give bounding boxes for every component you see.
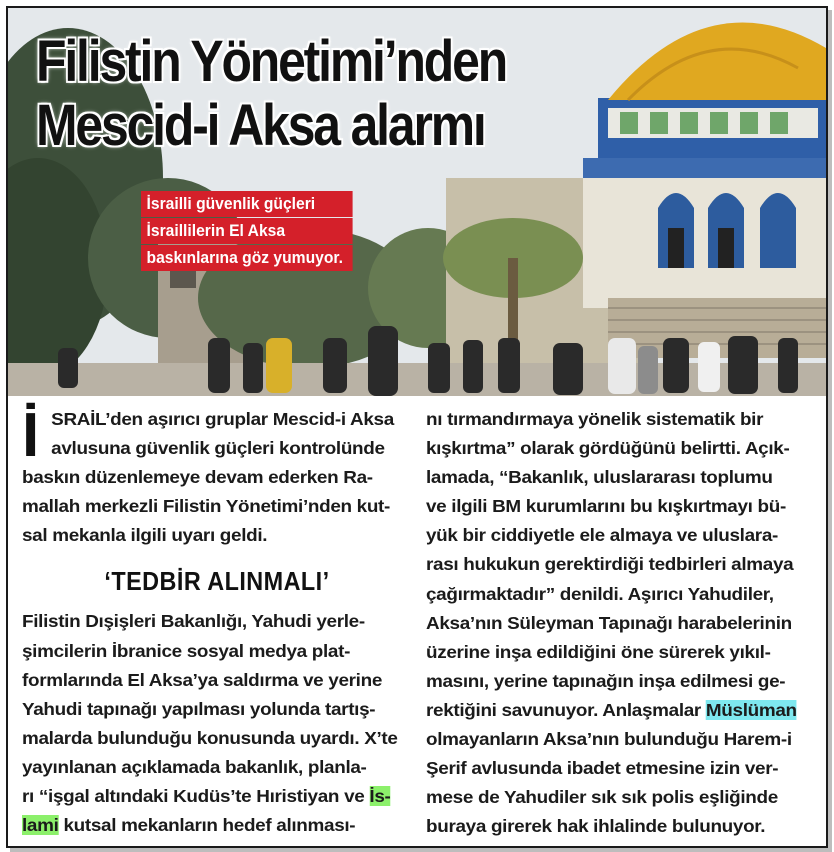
body-line — [426, 696, 828, 725]
body-line: mese de Yahudiler sık sık polis eşliğinde — [426, 787, 778, 808]
body-line: malarda bulunduğu konusunda uyardı. X’te — [22, 727, 398, 748]
caption-line-2: İsraillilerin El Aksa — [144, 220, 288, 241]
body-line — [22, 782, 443, 811]
body-line: üzerine inşa edildiğini öne sürerek yıkıl- — [426, 641, 771, 662]
body-line: sal mekanla ilgili uyarı geldi. — [22, 525, 268, 546]
headline-line-1: Filistin Yönetimi’nden — [36, 29, 507, 94]
photo-caption — [141, 191, 353, 272]
highlighted-word: Müslüman — [705, 699, 797, 720]
body-line: şimcilerin İbranice sosyal medya plat- — [22, 640, 351, 661]
body-line: nı tırmandırmaya yönelik sistematik bir — [426, 409, 764, 429]
body-line: ve ilgili BM kurumlarını bu kışkırtmayı bü- — [426, 496, 786, 517]
news-photo — [8, 8, 826, 396]
body-line: olmayanların Aksa’nın bulunduğu Harem-i — [426, 729, 792, 750]
body-line: Filistin Dışişleri Bakanlığı, Yahudi yerle- — [22, 611, 365, 632]
body-line: avlusuna güvenlik güçleri kontrolünde — [51, 438, 385, 459]
headline — [36, 30, 506, 158]
highlighted-word: lami — [22, 815, 59, 836]
body-text: rı “işgal altındaki Kudüs’te Hıristiyan ve — [22, 786, 370, 807]
highlighted-word: İs- — [369, 786, 391, 807]
drop-cap: İ — [22, 401, 40, 470]
body-line: masını, yerine tapınağın inşa edilmesi ge- — [426, 670, 786, 691]
body-line: Şerif avlusunda ibadet etmesine izin ver- — [426, 758, 779, 779]
subheading: ‘TEDBİR ALINMALI’ — [104, 566, 330, 597]
body-line: buraya girerek hak ihlalinde bulunuyor. — [426, 816, 766, 837]
article-column-right — [426, 405, 818, 841]
body-line — [22, 811, 443, 840]
body-line: lamada, “Bakanlık, uluslararası toplumu — [426, 467, 773, 488]
caption-line-3: baskınlarına göz yumuyor. — [144, 247, 346, 268]
body-line: yük bir ciddiyetle ele almaya ve uluslara- — [426, 525, 778, 546]
caption-line-1: İsrailli güvenlik güçleri — [144, 193, 318, 214]
body-line: baskın düzenlemeye devam ederken Ra- — [22, 467, 373, 488]
body-line: mallah merkezli Filistin Yönetimi’nden kut- — [22, 496, 391, 517]
body-line: çağırmaktadır” denildi. Aşırıcı Yahudiler, — [426, 583, 774, 604]
body-line: yayınlanan açıklamada bakanlık, planla- — [22, 756, 367, 777]
article-frame — [6, 6, 828, 848]
body-text: rektiğini savunuyor. Anlaşmalar — [426, 699, 706, 720]
body-line: rası hukukun gerektirdiği tedbirleri almaya — [426, 554, 794, 575]
body-line: Aksa’nın Süleyman Tapınağı harabelerinin — [426, 612, 792, 633]
article-column-left — [22, 401, 412, 840]
body-line: kışkırtma” olarak gördüğünü belirtti. Açık- — [426, 438, 790, 459]
body-line: formlarında El Aksa’ya saldırma ve yerine — [22, 669, 383, 690]
headline-line-2: Mescid-i Aksa alarmı — [36, 93, 485, 158]
body-line: Yahudi tapınağı yapılması yolunda tartış- — [22, 698, 376, 719]
body-line: SRAİL’den aşırıcı gruplar Mescid-i Aksa — [51, 409, 394, 429]
body-text: kutsal mekanların hedef alınması- — [58, 815, 356, 836]
